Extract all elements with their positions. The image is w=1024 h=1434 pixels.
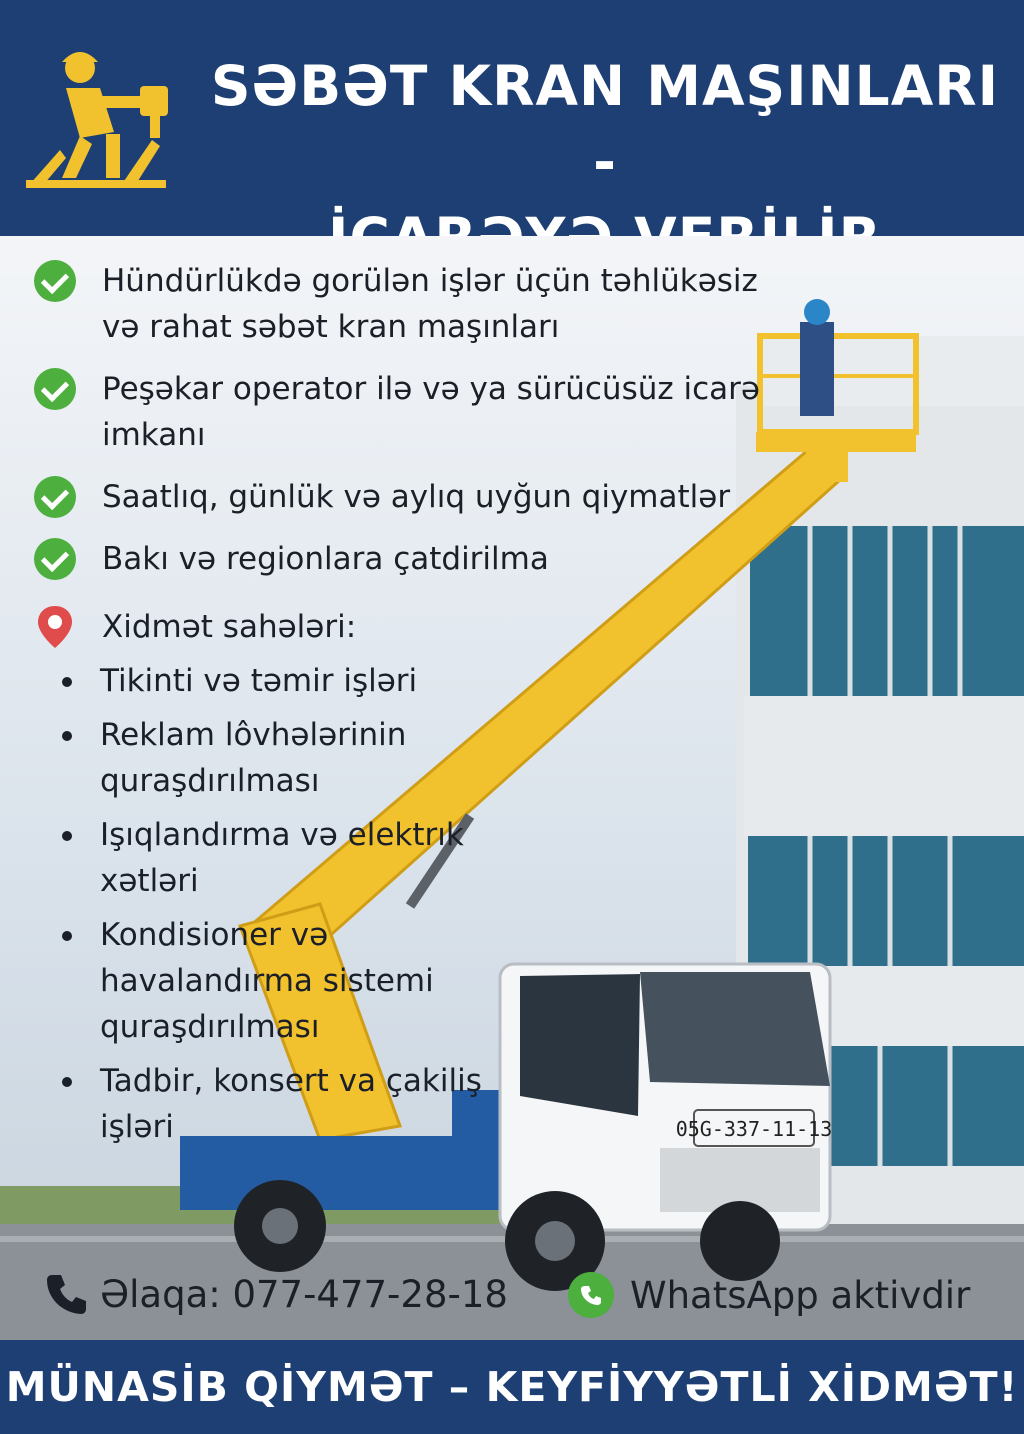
whatsapp-icon [568, 1272, 614, 1318]
whatsapp-status: WhatsApp aktivdir [630, 1273, 971, 1317]
check-circle-icon [34, 476, 76, 518]
footer-banner [0, 1340, 1024, 1434]
title-line-1: SƏBƏT KRAN MAŞINLARI - [210, 54, 1000, 194]
truck-plate-label: 05G-337-11-13 [675, 1117, 833, 1141]
list-item: Işıqlandırma və elektrık xətləri [30, 812, 500, 904]
footer-slogan: MÜNASİB QİYMƏT – KEYFİYYƏTLİ XİDMƏT! [5, 1363, 1019, 1411]
phone-number[interactable]: Əlaqa: 077-477-28-18 [100, 1272, 508, 1316]
feature-item [30, 258, 790, 350]
list-item: Reklam lôvhələrinin quraşdırılması [30, 712, 500, 804]
services-heading-text: Xidmət sahələri: [102, 609, 357, 645]
feature-item [30, 536, 790, 582]
header-banner [0, 0, 1024, 236]
services-heading [30, 604, 790, 650]
list-item: Tadbir, konsert va çakiliş işləri [30, 1058, 500, 1150]
services-list [30, 658, 790, 1150]
check-circle-icon [34, 260, 76, 302]
whatsapp-contact[interactable] [568, 1272, 970, 1318]
check-circle-icon [34, 368, 76, 410]
feature-item [30, 366, 790, 458]
contact-bar [0, 1262, 1024, 1328]
feature-text: Bakı və regionlara çatdirilma [102, 541, 549, 577]
list-item: Kondisioner və havalandırma sistemi quraşdırılması [30, 912, 500, 1050]
content-panel [30, 258, 790, 1158]
phone-icon [44, 1272, 88, 1316]
feature-text: Saatlıq, günlük və aylıq uyğun qiymatlər [102, 479, 731, 515]
worker-with-drill-icon [22, 40, 182, 190]
feature-text: Peşəkar operator ilə və ya sürücüsüz icarə imkanı [102, 371, 760, 453]
list-item: Tikinti və təmir işləri [30, 658, 500, 704]
check-circle-icon [34, 538, 76, 580]
feature-item [30, 474, 790, 520]
feature-text: Hündürlükdə gorülən işlər üçün təhlükəsiz və rahat səbət kran maşınları [102, 263, 758, 345]
location-pin-icon [34, 604, 76, 650]
phone-contact[interactable] [44, 1272, 508, 1316]
